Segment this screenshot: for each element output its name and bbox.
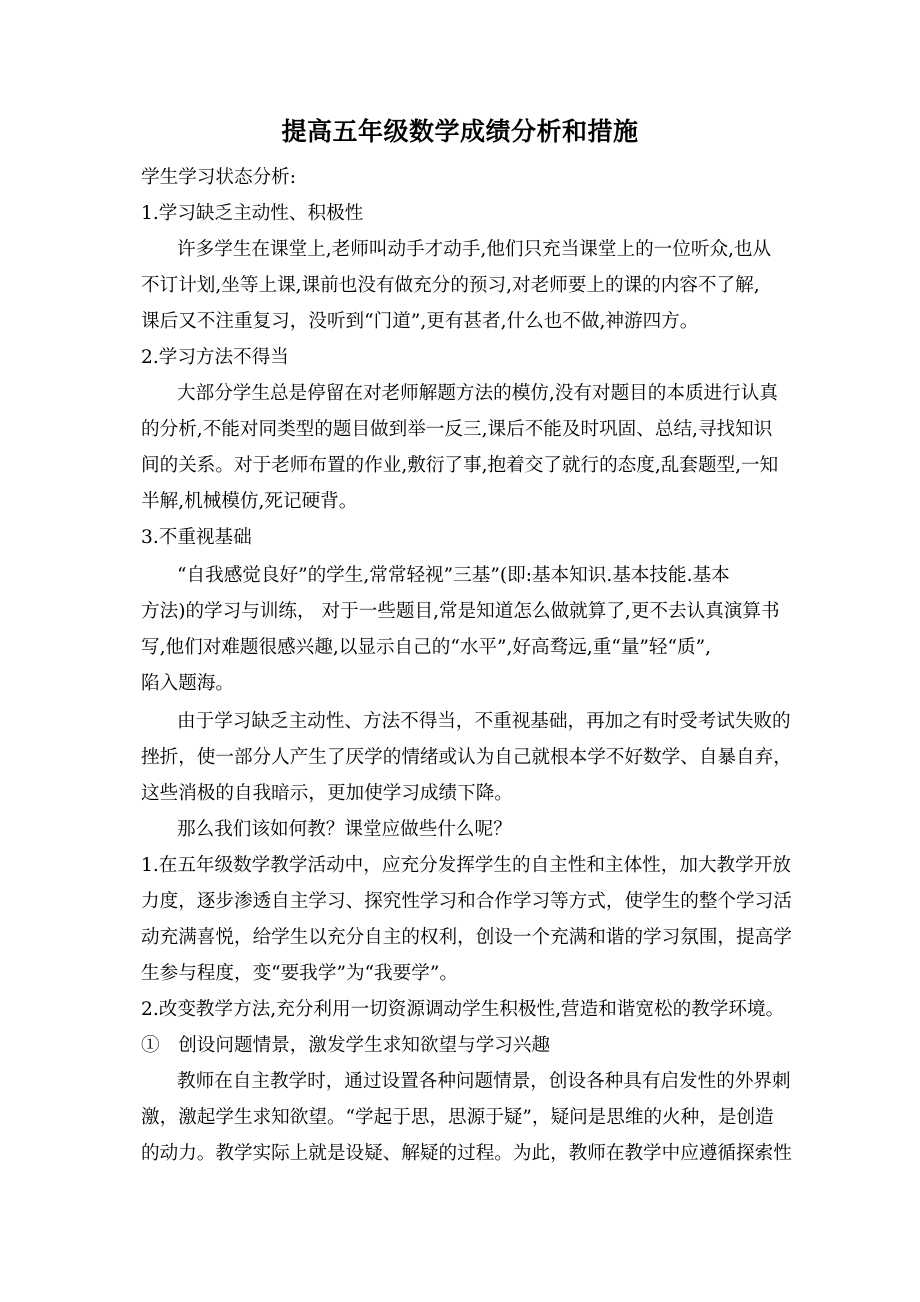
text-line: 2.改变教学方法,充分利用一切资源调动学生积极性,营造和谐宽松的教学环境。 xyxy=(141,999,785,1020)
text-line: 1.在五年级数学教学活动中，应充分发挥学生的自主性和主体性，加大教学开放 xyxy=(141,855,791,876)
text-line: “自我感觉良好”的学生,常常轻视”三基”(即:基本知识.基本技能.基本 xyxy=(177,565,730,586)
text-line: 学生学习状态分析: xyxy=(141,167,297,188)
document-title: 提高五年级数学成绩分析和措施 xyxy=(281,117,639,146)
text-line: 方法)的学习与训练， 对于一些题目,常是知道怎么做就算了,更不去认真演算书 xyxy=(141,601,780,622)
text-line: 1.学习缺乏主动性、积极性 xyxy=(141,203,364,224)
text-line: 大部分学生总是停留在对老师解题方法的模仿,没有对题目的本质进行认真 xyxy=(177,383,778,404)
text-line: 课后又不注重复习，没听到“门道”,更有甚者,什么也不做,神游四方。 xyxy=(141,311,699,332)
text-line: 那么我们该如何教？课堂应做些什么呢？ xyxy=(177,819,512,840)
text-line: 由于学习缺乏主动性、方法不得当，不重视基础，再加之有时受考试失败的 xyxy=(177,711,791,732)
text-line: 的动力。教学实际上就是设疑、解疑的过程。为此，教师在教学中应遵循探索性 xyxy=(141,1143,792,1164)
text-line: 生参与程度，变“要我学”为“我要学”。 xyxy=(141,963,458,984)
text-line: 力度，逐步渗透自主学习、探究性学习和合作学习等方式，使学生的整个学习活 xyxy=(141,891,792,912)
text-line: 这些消极的自我暗示，更加使学习成绩下降。 xyxy=(141,783,513,804)
text-line: 2.学习方法不得当 xyxy=(141,347,289,368)
text-line: 不订计划,坐等上课,课前也没有做充分的预习,对老师要上的课的内容不了解, xyxy=(141,275,760,296)
text-line: 间的关系。对于老师布置的作业,敷衍了事,抱着交了就行的态度,乱套题型,一知 xyxy=(141,455,779,476)
text-line: 3.不重视基础 xyxy=(141,527,252,548)
text-line: 许多学生在课堂上,老师叫动手才动手,他们只充当课堂上的一位听众,也从 xyxy=(177,239,772,260)
text-line: 陷入题海。 xyxy=(141,673,234,694)
text-line: 写,他们对难题很感兴趣,以显示自己的“水平”,好高骛远,重“量”轻“质”, xyxy=(141,637,712,658)
text-line: ① 创设问题情景，激发学生求知欲望与学习兴趣 xyxy=(141,1035,551,1056)
text-line: 教师在自主教学时，通过设置各种问题情景，创设各种具有启发性的外界刺 xyxy=(177,1071,791,1092)
text-line: 激，激起学生求知欲望。“学起于思，思源于疑”，疑问是思维的火种，是创造 xyxy=(141,1107,774,1128)
text-line: 的分析,不能对同类型的题目做到举一反三,课后不能及时巩固、总结,寻找知识 xyxy=(141,419,773,440)
text-line: 动充满喜悦，给学生以充分自主的权利，创设一个充满和谐的学习氛围，提高学 xyxy=(141,927,792,948)
text-line: 挫折，使一部分人产生了厌学的情绪或认为自己就根本学不好数学、自暴自弃， xyxy=(141,747,792,768)
text-line: 半解,机械模仿,死记硬背。 xyxy=(141,491,358,512)
